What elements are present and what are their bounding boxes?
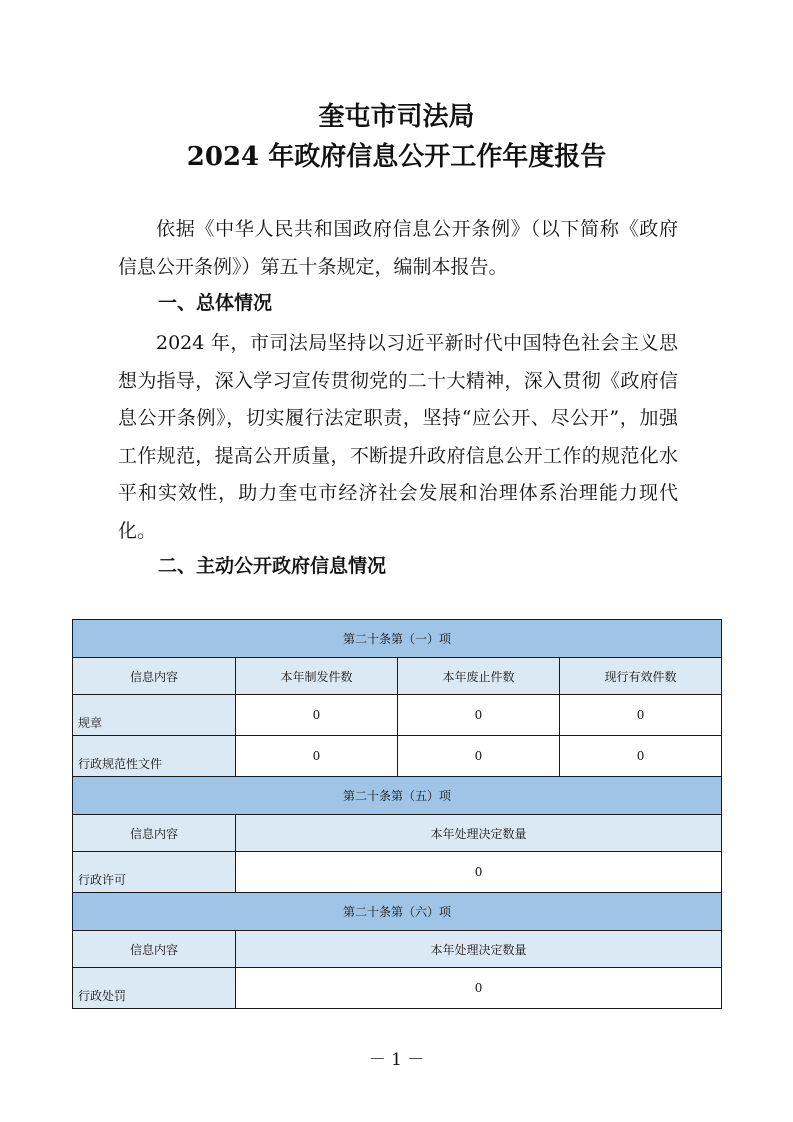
- column-header: 信息内容: [73, 658, 236, 695]
- table-cell: 0: [398, 736, 560, 777]
- section-row: [73, 893, 722, 931]
- table-cell: 0: [560, 695, 722, 736]
- report-title-line1: 奎屯市司法局: [318, 102, 475, 132]
- column-header: 本年处理决定数量: [236, 815, 722, 852]
- column-header: 现行有效件数: [560, 658, 722, 695]
- section-row: [73, 620, 722, 658]
- header-row: [73, 815, 722, 852]
- section-title: 第二十条第（六）项: [73, 893, 722, 931]
- table-cell: 0: [560, 736, 722, 777]
- column-header: 信息内容: [73, 815, 236, 852]
- header-row: [73, 931, 722, 968]
- report-title-line2: 2024 年政府信息公开工作年度报告: [186, 142, 607, 172]
- section-title: 第二十条第（五）项: [73, 777, 722, 815]
- table-row: [73, 695, 722, 736]
- intro-paragraph: 依据《中华人民共和国政府信息公开条例》（以下简称《政府信息公开条例》）第五十条规定，编制本报告。: [118, 218, 678, 278]
- section1-heading: 一、总体情况: [158, 292, 273, 314]
- table-cell: 0: [398, 695, 560, 736]
- table-cell: 0: [236, 968, 722, 1009]
- table-cell: 0: [236, 695, 398, 736]
- table-cell: 0: [236, 852, 722, 893]
- section2-heading: 二、主动公开政府信息情况: [158, 555, 387, 577]
- table-row: [73, 968, 722, 1009]
- row-label: 行政规范性文件: [73, 736, 236, 777]
- column-header: 信息内容: [73, 931, 236, 968]
- section1-body: 2024 年，市司法局坚持以习近平新时代中国特色社会主义思想为指导，深入学习宣传贯彻党的二十大精神，深入贯彻《政府信息公开条例》，切实履行法定职责，坚持“应公开、尽公开”，加强工作规范，提高公开质量，不断提升政府信息公开工作的规范化水平和实效性，助力奎屯市经济社会发展和治理体系治理能力现代化。: [118, 332, 678, 542]
- proactive-disclosure-table: [72, 619, 722, 1009]
- table-row: [73, 852, 722, 893]
- table-cell: 0: [236, 736, 398, 777]
- column-header: 本年制发件数: [236, 658, 398, 695]
- header-row: [73, 658, 722, 695]
- table-row: [73, 736, 722, 777]
- page-number: － 1 －: [368, 1050, 425, 1070]
- column-header: 本年废止件数: [398, 658, 560, 695]
- column-header: 本年处理决定数量: [236, 931, 722, 968]
- section-title: 第二十条第（一）项: [73, 620, 722, 658]
- row-label: 规章: [73, 695, 236, 736]
- row-label: 行政处罚: [73, 968, 236, 1009]
- section-row: [73, 777, 722, 815]
- row-label: 行政许可: [73, 852, 236, 893]
